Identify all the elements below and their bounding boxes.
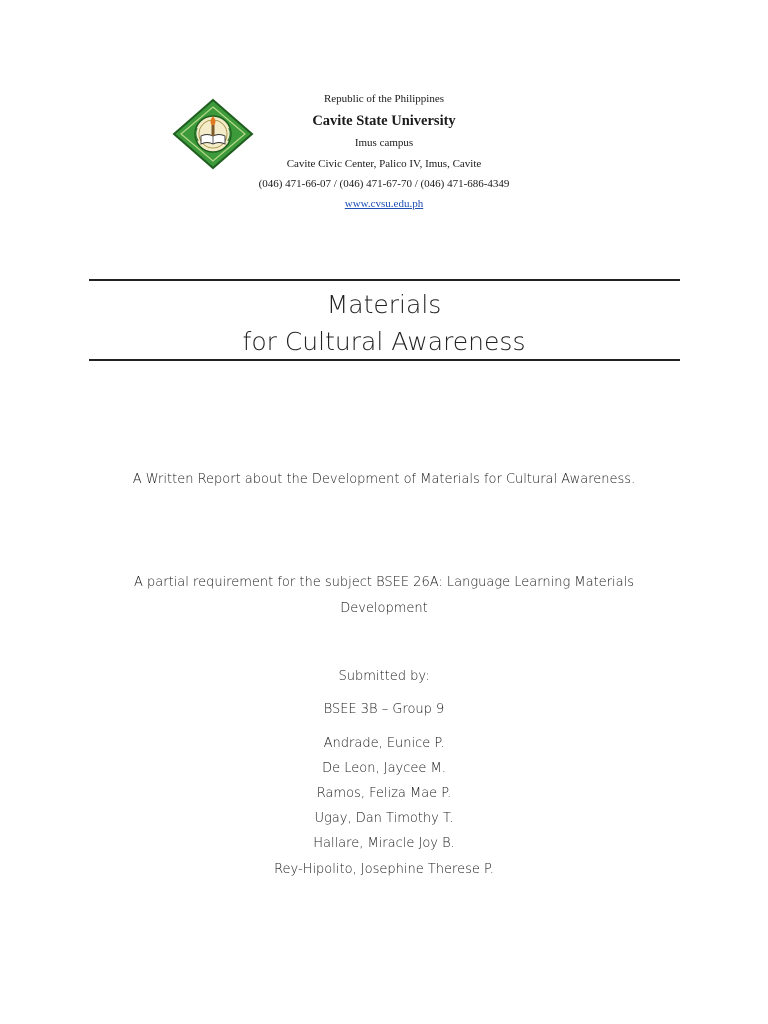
phone-numbers: (046) 471-66-07 / (046) 471-67-70 / (046) 471-686-4349 <box>258 178 510 190</box>
report-description: A Written Report about the Development of Materials for Cultural Awareness. <box>132 472 636 487</box>
document-title-line-2: for Cultural Awareness <box>242 327 526 356</box>
university-name: Cavite State University <box>312 113 456 129</box>
member-name: Andrade, Eunice P. <box>323 736 445 751</box>
campus-line: Imus campus <box>354 137 414 149</box>
member-name: Ugay, Dan Timothy T. <box>314 811 454 826</box>
address-line: Cavite Civic Center, Palico IV, Imus, Cavite <box>286 158 482 170</box>
group-name: BSEE 3B – Group 9 <box>323 702 445 717</box>
title-rule-top <box>89 279 680 281</box>
requirement-line-1: A partial requirement for the subject BSEE 26A: Language Learning Materials <box>134 575 634 590</box>
submitted-by-label: Submitted by: <box>338 669 430 684</box>
member-name: Ramos, Feliza Mae P. <box>316 786 452 801</box>
requirement-line-2: Development <box>340 601 428 616</box>
member-name: De Leon, Jaycee M. <box>322 761 446 776</box>
member-name: Hallare, Miracle Joy B. <box>313 836 455 851</box>
title-rule-bottom <box>89 359 680 361</box>
member-name: Rey-Hipolito, Josephine Therese P. <box>274 862 494 877</box>
country-line: Republic of the Philippines <box>323 93 445 105</box>
website-link[interactable]: www.cvsu.edu.ph <box>344 198 424 210</box>
document-title-line-1: Materials <box>326 290 442 319</box>
